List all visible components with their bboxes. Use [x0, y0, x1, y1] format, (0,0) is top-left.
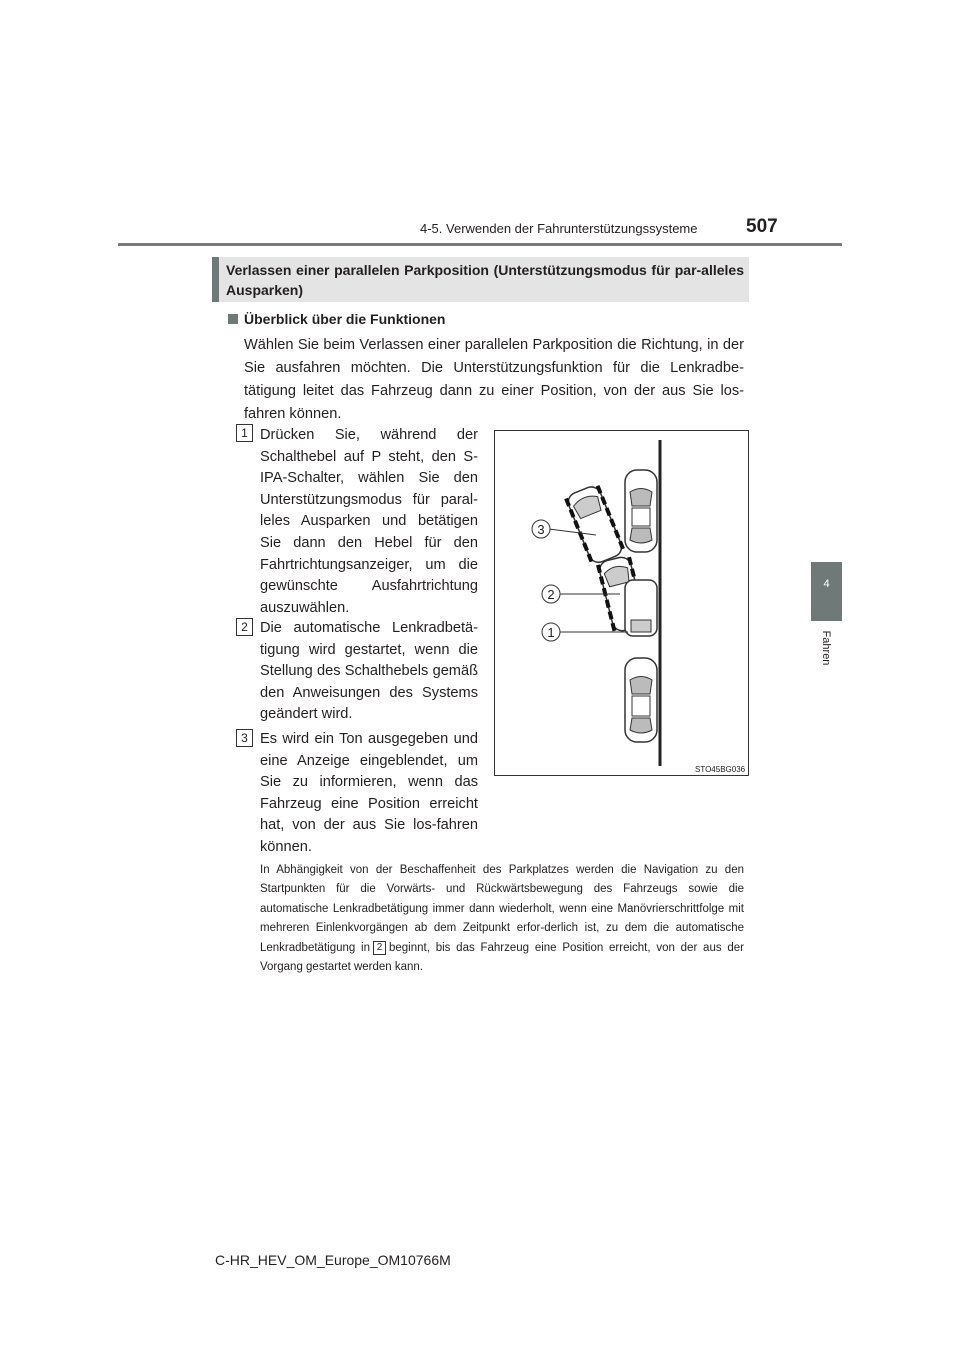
chapter-label: Fahren [820, 630, 832, 666]
parked-car-front [625, 470, 657, 552]
step-number-badge: 1 [236, 424, 253, 442]
figure-code: STO45BG036 [695, 765, 746, 774]
chapter-number: 4 [823, 578, 830, 590]
title-accent-bar [212, 257, 219, 302]
section-title-box [212, 257, 749, 302]
header-section-title: 4-5. Verwenden der Fahrunterstützungssysteme [420, 221, 698, 236]
subheading-text: Überblick über die Funktionen [244, 311, 446, 327]
ego-car-position-1 [625, 580, 657, 636]
header-rule [118, 243, 842, 246]
note-step-ref: 2 [373, 941, 386, 955]
svg-text:3: 3 [537, 522, 545, 537]
step-number-badge: 2 [236, 618, 253, 636]
step-text: Drücken Sie, während der Schalthebel auf P steht, den S-IPA-Schalter, wählen Sie den Unterstützungsmodus für paral-leles Ausparken und betätigen Sie dann den Hebel für den Fahrtrichtungsanzeiger, um die gewünschte Ausfahrtrichtung auszuwählen. [260, 427, 478, 616]
section-title: Verlassen einer parallelen Parkposition (Unterstützungsmodus für par-alleles Ausparken) [226, 262, 744, 298]
note-paragraph [260, 861, 744, 977]
note-text-after: beginnt, bis das Fahrzeug eine Position erreicht, von der aus der Vorgang gestartet werden kann. [260, 941, 744, 974]
page-number: 507 [746, 216, 778, 237]
svg-text:2: 2 [547, 587, 555, 602]
step-text: Es wird ein Ton ausgegeben und eine Anzeige eingeblendet, um Sie zu informieren, wenn das Fahrzeug eine Position erreicht hat, von der aus Sie los-fahren können. [260, 731, 478, 855]
step-number-badge: 3 [236, 729, 253, 747]
intro-paragraph: Wählen Sie beim Verlassen einer parallelen Parkposition die Richtung, in der Sie ausfahren möchten. Die Unterstützungsfunktion für die Lenkradbe-tätigung leitet das Fahrzeug dann zu einer Position, von der aus Sie los-fahren können. [244, 337, 744, 422]
note-text-before: In Abhängigkeit von der Beschaffenheit des Parkplatzes werden die Navigation zu den Startpunkten für die Vorwärts- und Rückwärtsbewegung des Fahrzeugs sowie die automatische Lenkradbetätigung immer dann wiederholt, wenn eine Manövrierschrittfolge mit mehreren Einlenkvorgängen ab dem Zeitpunkt erfor-derlich ist, zu dem die automatische Lenkradbetätigung in [260, 864, 744, 954]
footer-document-id: C-HR_HEV_OM_Europe_OM10766M [215, 1252, 451, 1268]
parking-exit-illustration [494, 430, 749, 776]
step-text: Die automatische Lenkradbetä-tigung wird gestartet, wenn die Stellung des Schalthebels gemäß den Anweisungen des Systems geändert wird. [260, 620, 478, 723]
svg-text:1: 1 [547, 625, 555, 640]
square-bullet-icon [228, 314, 238, 324]
chapter-tab [811, 562, 842, 621]
parked-car-rear [625, 658, 657, 742]
subheading [228, 311, 445, 327]
